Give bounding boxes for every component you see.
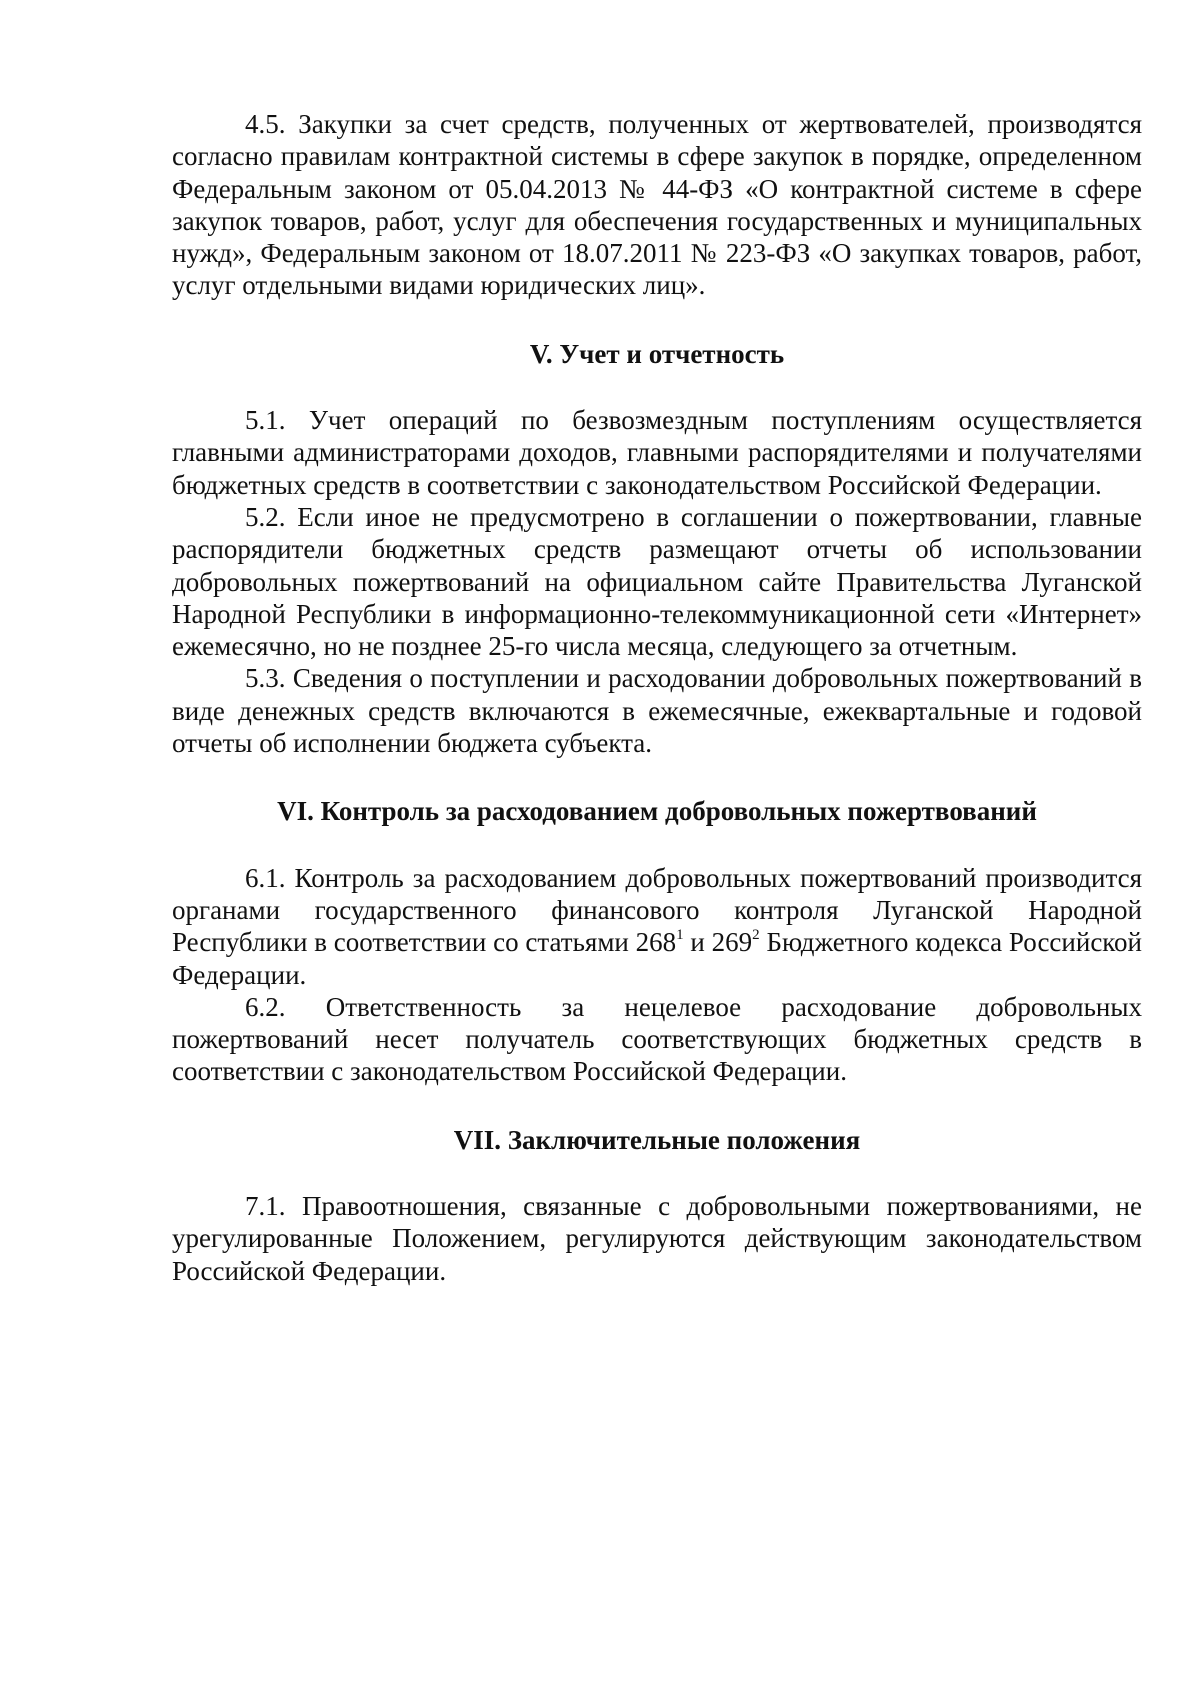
paragraph-6-1-text-b: и 269 xyxy=(683,927,753,958)
paragraph-5-2: 5.2. Если иное не предусмотрено в соглашении о пожертвовании, главные распорядители бюджетных средств размещают отчеты об использовании добровольных пожертвований на официальном сайте Правительства Луганской Народной Республики в информационно-телекоммуникационной сети «Интернет» ежемесячно, но не позднее 25-го числа месяца, следующего за отчетным. xyxy=(172,501,1142,662)
paragraph-6-1-text-a: 6.1. Контроль за расходованием добровольных пожертвований производится органами государственного финансового контроля Луганской Народной Республики в соответствии со статьями 268 xyxy=(172,862,1142,958)
paragraph-5-1: 5.1. Учет операций по безвозмездным поступлениям осуществляется главными администраторами доходов, главными распорядителями и получателями бюджетных средств в соответствии с законодательством Российской Федерации. xyxy=(172,405,1142,500)
section-5-heading: V. Учет и отчетность xyxy=(529,338,785,369)
section-6-heading: VI. Контроль за расходованием добровольных пожертвований xyxy=(277,796,1037,827)
paragraph-6-1-text-c: Бюджетного кодекса Российской Федерации. xyxy=(172,927,1142,990)
superscript-2: 2 xyxy=(752,927,760,944)
document-page xyxy=(172,108,1142,1287)
paragraph-6-1 xyxy=(172,862,1142,991)
paragraph-5-3: 5.3. Сведения о поступлении и расходовании добровольных пожертвований в виде денежных средств включаются в ежемесячные, ежеквартальные и годовой отчеты об исполнении бюджета субъекта. xyxy=(172,663,1142,759)
paragraph-7-1: 7.1. Правоотношения, связанные с добровольными пожертвованиями, не урегулированные Положением, регулируются действующим законодательством Российской Федерации. xyxy=(172,1191,1142,1286)
section-7-heading: VII. Заключительные положения xyxy=(453,1124,861,1155)
paragraph-6-2: 6.2. Ответственность за нецелевое расходование добровольных пожертвований несет получатель соответствующих бюджетных средств в соответствии с законодательством Российской Федерации. xyxy=(172,991,1142,1087)
paragraph-4-5: 4.5. Закупки за счет средств, полученных от жертвователей, производятся согласно правилам контрактной системы в сфере закупок в порядке, определенном Федеральным законом от 05.04.2013 № 44-ФЗ «О контрактной системе в сфере закупок товаров, работ, услуг для обеспечения государственных и муниципальных нужд», Федеральным законом от 18.07.2011 № 223-ФЗ «О закупках товаров, работ, услуг отдельными видами юридических лиц». xyxy=(172,109,1142,301)
superscript-1: 1 xyxy=(676,927,684,944)
